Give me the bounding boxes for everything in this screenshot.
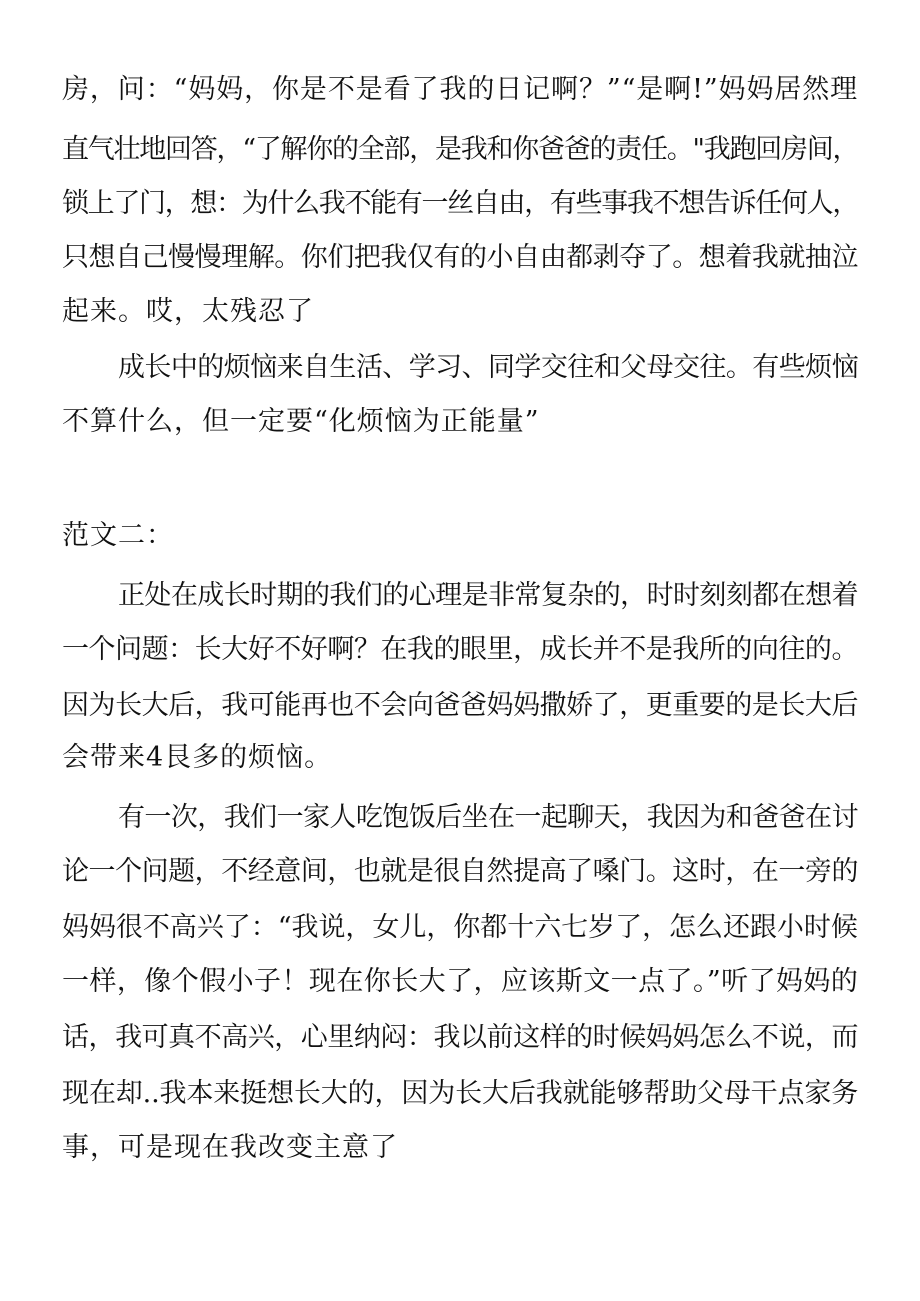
text-line: 不算什么，但一定要“化烦恼为正能量”: [62, 406, 540, 437]
section-heading: 范文二：: [62, 520, 174, 551]
text-line: 一个问题：长大好不好啊？在我的眼里，成长并不是我所的向往的。: [62, 634, 858, 665]
text-line: 只想自己慢慢理解。你们把我仅有的小自由都剥夺了。想着我就抽泣: [62, 242, 858, 273]
text-line: 论一个问题，不经意间，也就是很自然提高了嗓门。这时，在一旁的: [62, 856, 858, 887]
paragraph-first-line: 成长中的烦恼来自生活、学习、同学交往和父母交往。有些烦恼: [118, 352, 858, 383]
text-line: 直气壮地回答，“了解你的全部，是我和你爸爸的责任。"我跑回房间，: [62, 134, 859, 165]
text-line: 妈妈很不高兴了：“我说，女儿，你都十六七岁了，怎么还跟小时候: [62, 912, 858, 943]
text-line: 起来。哎，太残忍了: [62, 296, 314, 327]
text-line: 会带来4艮多的烦恼。: [62, 742, 333, 773]
text-line: 因为长大后，我可能再也不会向爸爸妈妈撒娇了，更重要的是长大后: [62, 690, 858, 721]
paragraph-first-line: 有一次，我们一家人吃饱饭后坐在一起聊天，我因为和爸爸在讨: [118, 802, 858, 833]
text-line: 锁上了门，想：为什么我不能有一丝自由，有些事我不想告诉任何人，: [62, 188, 858, 219]
text-line: 话，我可真不高兴，心里纳闷：我以前这样的时候妈妈怎么不说，而: [62, 1022, 858, 1053]
text-line: 现在却..我本来挺想长大的，因为长大后我就能够帮助父母干点家务: [62, 1078, 859, 1109]
text-line: 房，问：“妈妈，你是不是看了我的日记啊？”“是啊!”妈妈居然理: [62, 74, 859, 105]
text-line: 事，可是现在我改变主意了: [62, 1132, 398, 1163]
paragraph-first-line: 正处在成长时期的我们的心理是非常复杂的，时时刻刻都在想着: [118, 580, 858, 611]
text-line: 一样，像个假小子！现在你长大了，应该斯文一点了。”听了妈妈的: [62, 966, 859, 997]
